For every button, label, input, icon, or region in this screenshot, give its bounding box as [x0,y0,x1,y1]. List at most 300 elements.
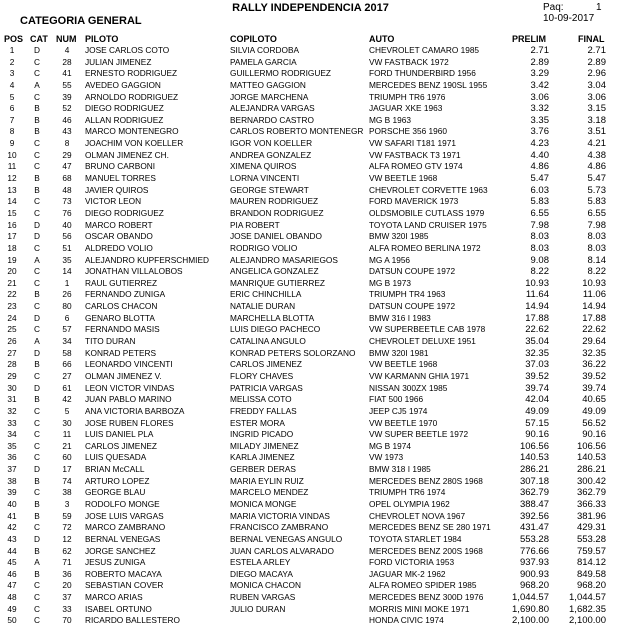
cell-prelim: 17.88 [525,312,549,324]
cell-final: 5.83 [587,196,606,208]
table-row [0,185,621,197]
cell-piloto: OLMAN JIMENEZ V. [85,370,162,381]
cell-auto: CHEVROLET CAMARO 1985 [369,45,480,55]
report-title: RALLY INDEPENDENCIA 2017 [232,2,389,14]
cell-num: 34 [62,336,72,347]
table-row [0,452,621,464]
cell-pos: 39 [7,487,17,498]
cell-prelim: 5.47 [530,173,549,185]
cell-prelim: 49.09 [525,405,549,417]
cell-num: 52 [62,103,72,114]
cell-cat: C [34,301,40,312]
cell-piloto: ROBERTO MACAYA [85,568,162,579]
cell-piloto: RICARDO BALLESTERO [85,615,180,626]
cell-copiloto: MATTEO GAGGION [230,79,306,90]
cell-auto: FORD VICTORIA 1953 [369,557,455,568]
cell-prelim: 90.16 [525,429,549,441]
cell-final: 814.12 [576,557,606,569]
cell-final: 8.03 [587,231,606,243]
cell-num: 28 [62,56,72,67]
table-row [0,313,621,325]
cell-piloto: GENARO BLOTTA [85,312,155,323]
cell-cat: C [34,370,40,381]
cell-piloto: DIEGO RODRIGUEZ [85,207,164,218]
cell-prelim: 39.74 [525,382,549,394]
cell-pos: 22 [7,289,17,300]
cell-pos: 14 [7,196,17,207]
table-row [0,301,621,313]
cell-auto: MG A 1956 [369,254,411,265]
cell-num: 11 [62,429,72,440]
cell-cat: C [34,161,40,172]
cell-piloto: MARCO ZAMBRANO [85,522,166,533]
cell-cat: C [34,417,40,428]
cell-num: 59 [62,510,72,521]
cell-piloto: JUAN PABLO MARINO [85,394,172,405]
cell-pos: 17 [7,231,17,242]
cell-piloto: JESUS ZUNIGA [85,557,146,568]
cell-prelim: 3.32 [530,103,549,115]
cell-prelim: 362.79 [519,487,549,499]
cell-auto: MG B 1974 [369,440,411,451]
cell-auto: VW SUPER BEETLE 1972 [369,429,469,440]
cell-cat: D [34,464,40,475]
table-row [0,278,621,290]
cell-pos: 1 [9,45,15,55]
cell-prelim: 106.56 [519,440,549,452]
cell-auto: VW BEETLE 1968 [369,173,438,184]
cell-piloto: ERNESTO RODRIGUEZ [85,68,178,79]
cell-auto: VW SUPERBEETLE CAB 1978 [369,324,486,335]
cell-copiloto: BRANDON RODRIGUEZ [230,207,324,218]
cell-copiloto: CATALINA ANGULO [230,336,306,347]
table-row [0,289,621,301]
cell-auto: VW KARMANN GHIA 1971 [369,370,470,381]
cell-cat: C [34,429,40,440]
cell-cat: B [34,475,40,486]
cell-cat: B [34,184,40,195]
cell-pos: 30 [7,382,17,393]
cell-final: 49.09 [582,405,606,417]
cell-auto: FIAT 500 1966 [369,394,424,405]
table-row [0,615,621,627]
table-row [0,57,621,69]
cell-num: 51 [62,242,72,253]
table-row [0,592,621,604]
cell-prelim: 1,044.57 [512,592,549,604]
cell-copiloto: LUIS DIEGO PACHECO [230,324,321,335]
table-row [0,231,621,243]
header-pos: POS [4,34,24,44]
cell-num: 68 [62,173,72,184]
cell-piloto: OSCAR OBANDO [85,231,153,242]
table-row [0,103,621,115]
table-row [0,126,621,138]
table-row [0,569,621,581]
cell-cat: C [34,452,40,463]
cell-piloto: JOSE CARLOS COTO [85,45,170,55]
table-row [0,173,621,185]
cell-auto: VW FASTBACK 1972 [369,56,449,67]
cell-pos: 19 [7,254,17,265]
cell-final: 3.15 [587,103,606,115]
cell-auto: MERCEDES BENZ SE 280 1971 [369,522,491,533]
cell-cat: B [34,545,40,556]
cell-num: 38 [62,487,72,498]
table-row [0,138,621,150]
cell-copiloto: MARIA EYLIN RUIZ [230,475,304,486]
cell-auto: TOYOTA LAND CRUISER 1975 [369,219,487,230]
cell-num: 26 [62,289,72,300]
cell-cat: C [34,440,40,451]
cell-prelim: 22.62 [525,324,549,336]
cell-copiloto: NATALIE DURAN [230,301,296,312]
cell-auto: DATSUN COUPE 1972 [369,266,456,277]
cell-cat: B [34,114,40,125]
cell-copiloto: KARLA JIMENEZ [230,452,295,463]
cell-cat: B [34,173,40,184]
cell-cat: C [34,405,40,416]
cell-final: 553.28 [576,533,606,545]
cell-cat: D [34,45,40,55]
cell-prelim: 10.93 [525,277,549,289]
table-row [0,324,621,336]
cell-auto: NISSAN 300ZX 1985 [369,382,448,393]
cell-auto: FORD MAVERICK 1973 [369,196,459,207]
cell-cat: C [34,68,40,79]
cell-prelim: 968.20 [519,580,549,592]
cell-prelim: 32.35 [525,347,549,359]
cell-final: 40.65 [582,394,606,406]
cell-copiloto: ANGELICA GONZALEZ [230,266,319,277]
cell-cat: D [34,533,40,544]
cell-num: 33 [62,603,72,614]
table-row [0,487,621,499]
cell-copiloto: XIMENA QUIROS [230,161,297,172]
cell-pos: 13 [7,184,17,195]
cell-num: 42 [62,394,72,405]
cell-final: 39.74 [582,382,606,394]
table-row [0,557,621,569]
cell-copiloto: INGRID PICADO [230,429,294,440]
cell-copiloto: MAUREN RODRIGUEZ [230,196,319,207]
cell-cat: B [34,498,40,509]
cell-pos: 29 [7,370,17,381]
cell-num: 62 [62,545,72,556]
cell-final: 17.88 [582,312,606,324]
cell-prelim: 3.29 [530,68,549,80]
cell-prelim: 6.03 [530,184,549,196]
table-row [0,429,621,441]
cell-copiloto: BERNARDO CASTRO [230,114,314,125]
cell-final: 4.21 [587,138,606,150]
cell-copiloto: PIA ROBERT [230,219,280,230]
cell-copiloto: CARLOS ROBERTO MONTENEGR [230,126,364,137]
cell-num: 30 [62,417,72,428]
cell-num: 55 [62,79,72,90]
cell-piloto: RODOLFO MONGE [85,498,160,509]
cell-pos: 23 [7,301,17,312]
cell-cat: B [34,126,40,137]
cell-final: 10.93 [582,277,606,289]
cell-copiloto: ESTER MORA [230,417,285,428]
cell-auto: BMW 320I 1985 [369,231,429,242]
cell-copiloto: KONRAD PETERS SOLORZANO [230,347,356,358]
cell-prelim: 14.94 [525,301,549,313]
table-row [0,383,621,395]
cell-piloto: MARCO ROBERT [85,219,153,230]
cell-num: 76 [62,207,72,218]
cell-copiloto: JUAN CARLOS ALVARADO [230,545,334,556]
cell-pos: 18 [7,242,17,253]
cell-cat: C [34,149,40,160]
cell-piloto: ARTURO LOPEZ [85,475,150,486]
cell-num: 3 [64,498,70,509]
cell-copiloto: MONICA CHACON [230,580,301,591]
cell-piloto: ALEJANDRO KUPFERSCHMIED [85,254,210,265]
cell-pos: 4 [9,79,15,90]
cell-cat: C [34,324,40,335]
cell-pos: 32 [7,405,17,416]
cell-final: 8.22 [587,266,606,278]
cell-piloto: BERNAL VENEGAS [85,533,161,544]
cell-piloto: ALLAN RODRIGUEZ [85,114,164,125]
cell-num: 29 [62,149,72,160]
cell-prelim: 1,690.80 [512,603,549,615]
cell-copiloto: JORGE MARCHENA [230,91,309,102]
cell-final: 3.04 [587,79,606,91]
cell-final: 2,100.00 [569,615,606,627]
cell-copiloto: MONICA MONGE [230,498,297,509]
cell-cat: B [34,394,40,405]
cell-pos: 36 [7,452,17,463]
cell-copiloto: JULIO DURAN [230,603,286,614]
cell-pos: 2 [9,56,15,67]
cell-num: 40 [62,219,72,230]
table-row [0,511,621,523]
cell-pos: 27 [7,347,17,358]
cell-num: 57 [62,324,72,335]
cell-final: 4.86 [587,161,606,173]
cell-cat: B [34,359,40,370]
cell-auto: BMW 316 I 1983 [369,312,431,323]
cell-auto: VW SAFARI T181 1971 [369,138,457,149]
cell-num: 46 [62,114,72,125]
header-auto: AUTO [369,34,395,44]
table-row [0,68,621,80]
cell-piloto: JOSE LUIS VARGAS [85,510,164,521]
cell-copiloto: FRANCISCO ZAMBRANO [230,522,329,533]
cell-piloto: AVEDEO GAGGION [85,79,161,90]
results-table [0,45,621,627]
cell-final: 140.53 [576,452,606,464]
cell-num: 4 [64,45,70,55]
cell-final: 32.35 [582,347,606,359]
cell-prelim: 6.55 [530,207,549,219]
cell-cat: A [34,79,40,90]
cell-pos: 25 [7,324,17,335]
cell-cat: C [34,56,40,67]
cell-pos: 16 [7,219,17,230]
cell-piloto: MANUEL TORRES [85,173,156,184]
cell-piloto: FERNANDO MASIS [85,324,160,335]
page-number: 1 [596,2,602,13]
cell-auto: TRIUMPH TR6 1976 [369,91,446,102]
table-row [0,255,621,267]
cell-copiloto: MARIA VICTORIA VINDAS [230,510,330,521]
cell-auto: TRIUMPH TR6 1974 [369,487,446,498]
cell-piloto: ARNOLDO RODRIGUEZ [85,91,179,102]
cell-final: 8.03 [587,242,606,254]
cell-final: 2.89 [587,56,606,68]
cell-auto: BMW 318 I 1985 [369,464,431,475]
table-row [0,196,621,208]
cell-prelim: 8.22 [530,266,549,278]
cell-pos: 38 [7,475,17,486]
cell-num: 37 [62,592,72,603]
cell-copiloto: ALEJANDRO MASARIEGOS [230,254,338,265]
cell-final: 759.57 [576,545,606,557]
cell-cat: C [34,592,40,603]
cell-num: 58 [62,347,72,358]
cell-cat: D [34,219,40,230]
cell-prelim: 776.66 [519,545,549,557]
cell-piloto: JAVIER QUIROS [85,184,149,195]
cell-auto: JAGUAR MK-2 1962 [369,568,446,579]
cell-piloto: MARCO ARIAS [85,592,143,603]
cell-pos: 49 [7,603,17,614]
cell-prelim: 4.40 [530,149,549,161]
cell-prelim: 392.56 [519,510,549,522]
cell-cat: C [34,522,40,533]
cell-auto: OLDSMOBILE CUTLASS 1979 [369,207,485,218]
cell-piloto: JOSE RUBEN FLORES [85,417,174,428]
cell-pos: 33 [7,417,17,428]
cell-auto: CHEVROLET DELUXE 1951 [369,336,476,347]
cell-piloto: JONATHAN VILLALOBOS [85,266,183,277]
cell-cat: B [34,568,40,579]
cell-pos: 5 [9,91,15,102]
cell-piloto: JORGE SANCHEZ [85,545,156,556]
header-cat: CAT [30,34,48,44]
cell-cat: B [34,289,40,300]
cell-auto: MERCEDES BENZ 190SL 1955 [369,79,488,90]
cell-pos: 34 [7,429,17,440]
cell-piloto: DIEGO RODRIGUEZ [85,103,164,114]
cell-num: 60 [62,452,72,463]
cell-cat: C [34,138,40,149]
table-row [0,359,621,371]
cell-pos: 45 [7,557,17,568]
cell-prelim: 388.47 [519,498,549,510]
cell-copiloto: JOSE DANIEL OBANDO [230,231,322,242]
cell-prelim: 37.03 [525,359,549,371]
cell-piloto: OLMAN JIMENEZ CH. [85,149,169,160]
cell-prelim: 431.47 [519,522,549,534]
page-label: Paq: [543,2,564,13]
cell-copiloto: PATRICIA VARGAS [230,382,303,393]
cell-prelim: 2,100.00 [512,615,549,627]
header-num: NUM [56,34,77,44]
cell-num: 14 [62,266,72,277]
cell-num: 73 [62,196,72,207]
cell-final: 381.96 [576,510,606,522]
cell-num: 43 [62,126,72,137]
cell-num: 70 [62,615,72,626]
cell-final: 429.31 [576,522,606,534]
cell-copiloto: MARCELO MENDEZ [230,487,309,498]
cell-num: 72 [62,522,72,533]
cell-prelim: 2.71 [530,45,549,56]
cell-copiloto: FLORY CHAVES [230,370,294,381]
cell-auto: VW FASTBACK T3 1971 [369,149,461,160]
table-row [0,336,621,348]
cell-final: 6.55 [587,207,606,219]
cell-piloto: ANA VICTORIA BARBOZA [85,405,185,416]
cell-cat: A [34,336,40,347]
cell-copiloto: RUBEN VARGAS [230,592,296,603]
cell-cat: C [34,487,40,498]
cell-num: 61 [62,382,72,393]
cell-final: 968.20 [576,580,606,592]
cell-cat: C [34,277,40,288]
cell-pos: 41 [7,510,17,521]
cell-pos: 48 [7,592,17,603]
cell-pos: 15 [7,207,17,218]
cell-copiloto: MILADY JIMENEZ [230,440,299,451]
cell-auto: MORRIS MINI MOKE 1971 [369,603,470,614]
cell-final: 29.64 [582,336,606,348]
cell-num: 21 [62,440,72,451]
table-row [0,534,621,546]
cell-final: 5.73 [587,184,606,196]
cell-final: 366.33 [576,498,606,510]
cell-final: 14.94 [582,301,606,313]
table-row [0,464,621,476]
cell-pos: 35 [7,440,17,451]
table-row [0,220,621,232]
cell-num: 17 [62,464,72,475]
cell-prelim: 9.08 [530,254,549,266]
cell-copiloto: BERNAL VENEGAS ANGULO [230,533,343,544]
cell-num: 71 [62,557,72,568]
cell-prelim: 307.18 [519,475,549,487]
cell-final: 22.62 [582,324,606,336]
table-row [0,208,621,220]
cell-copiloto: MARCHELLA BLOTTA [230,312,315,323]
cell-prelim: 7.98 [530,219,549,231]
cell-copiloto: LORNA VINCENTI [230,173,300,184]
cell-prelim: 39.52 [525,370,549,382]
cell-num: 36 [62,568,72,579]
cell-final: 7.98 [587,219,606,231]
cell-auto: CHEVROLET CORVETTE 1963 [369,184,488,195]
cell-num: 39 [62,91,72,102]
cell-auto: VW 1973 [369,452,404,463]
cell-final: 300.42 [576,475,606,487]
cell-cat: C [34,196,40,207]
cell-auto: TRIUMPH TR4 1963 [369,289,446,300]
cell-final: 106.56 [576,440,606,452]
cell-piloto: LEONARDO VINCENTI [85,359,173,370]
cell-prelim: 553.28 [519,533,549,545]
cell-prelim: 900.93 [519,568,549,580]
cell-piloto: LUIS QUESADA [85,452,147,463]
cell-num: 74 [62,475,72,486]
table-row [0,406,621,418]
cell-piloto: FERNANDO ZUNIGA [85,289,166,300]
cell-piloto: KONRAD PETERS [85,347,156,358]
